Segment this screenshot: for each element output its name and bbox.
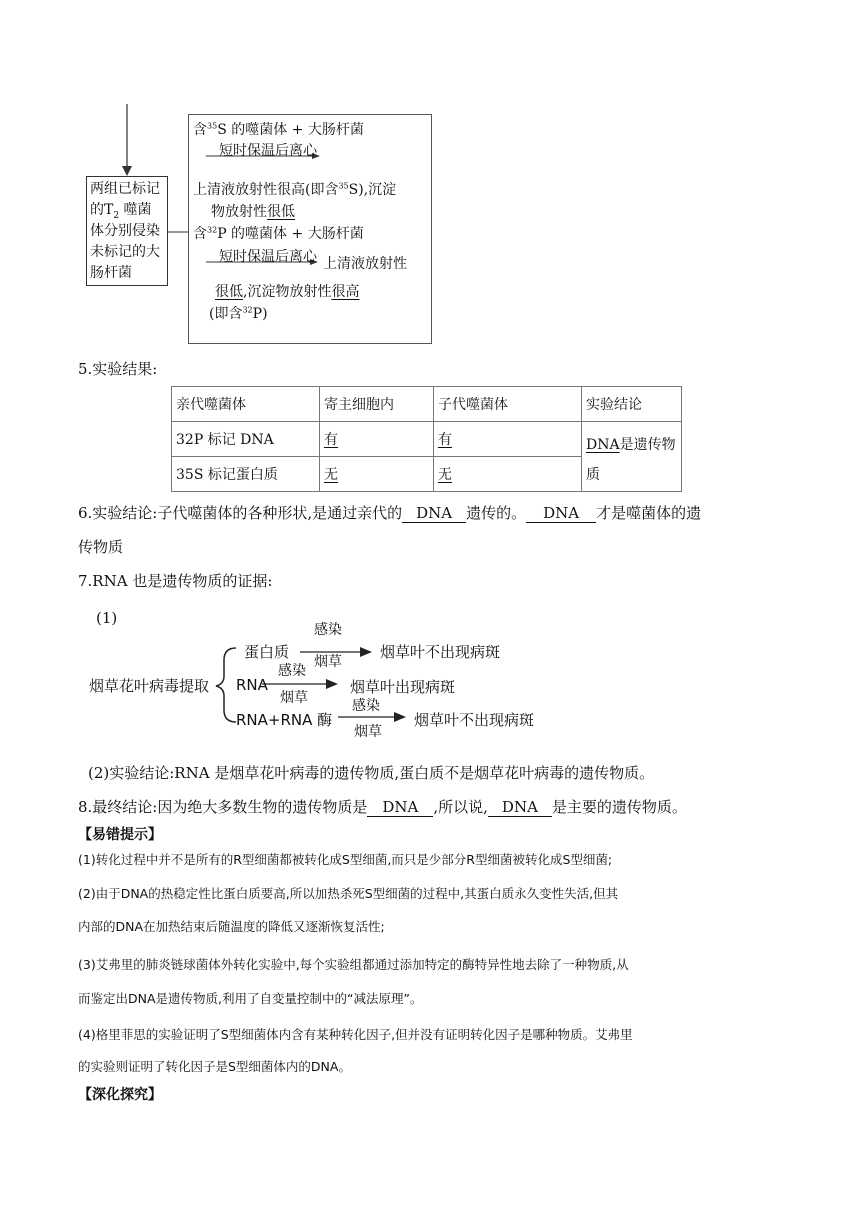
branch-top-label: 感染 [352, 698, 380, 714]
p-result-2: 很低,沉淀物放射性很高 [215, 284, 360, 300]
table-cell: 有 [434, 422, 582, 457]
tip-line: 内部的DNA在加热结束后随温度的降低又逐渐恢复活性; [78, 919, 385, 934]
tip-line: 而鉴定出DNA是遗传物质,利用了自变量控制中的“减法原理”。 [78, 991, 423, 1006]
section8-line: 8.最终结论:因为绝大多数生物的遗传物质是 DNA ,所以说, DNA 是主要的遗传物质。 [78, 798, 687, 816]
branch-name: RNA+RNA 酶 [236, 711, 333, 729]
table-header: 实验结论 [582, 387, 682, 422]
tip-line: (4)格里菲思的实验证明了S型细菌体内含有某种转化因子,但并没有证明转化因子是哪种物质。艾弗里 [78, 1027, 633, 1042]
branch-name: RNA [236, 676, 268, 694]
tip-line: (2)由于DNA的热稳定性比蛋白质要高,所以加热杀死S型细菌的过程中,其蛋白质永久变性失活,但其 [78, 886, 619, 901]
left-box-line: 的$T_2$ 噬菌 [90, 202, 152, 221]
section5-title: 5.实验结果: [78, 360, 158, 378]
left-box-line: 未标记的大 [90, 244, 160, 260]
table-cell: 有 [320, 422, 434, 457]
branch-result: 烟草叶出现病斑 [350, 678, 456, 696]
section6-line2: 传物质 [78, 538, 124, 556]
s-result-2: 物放射性很低 [211, 204, 295, 220]
branch-result: 烟草叶不出现病斑 [380, 643, 501, 661]
table-cell: 无 [434, 457, 582, 492]
results-table [171, 386, 682, 492]
branch-bottom-label: 烟草 [280, 690, 308, 706]
table-row [172, 422, 682, 457]
tmv-source: 烟草花叶病毒提取 [89, 677, 210, 695]
conclusion-cell: DNA是遗传物 质 [582, 422, 682, 492]
branch-bottom-label: 烟草 [354, 724, 382, 740]
section7-title: 7.RNA 也是遗传物质的证据: [78, 572, 273, 590]
diagram1-left-box [86, 176, 168, 286]
s-result-1: 上清液放射性很高(即含$^{35}$S),沉淀 [193, 181, 397, 198]
item2-conclusion: (2)实验结论:RNA 是烟草花叶病毒的遗传物质,蛋白质不是烟草花叶病毒的遗传物质。 [88, 764, 655, 782]
table-header-row [172, 387, 682, 422]
tip-line: 的实验则证明了转化因子是S型细菌体内的DNA。 [78, 1059, 351, 1074]
left-box-line: 体分别侵染 [90, 223, 160, 239]
arrow-label-2: 短时保温后离心 [219, 249, 317, 265]
tip-line: (3)艾弗里的肺炎链球菌体外转化实验中,每个实验组都通过添加特定的酶特异性地去除了一种物质,从 [78, 957, 629, 972]
p-line: 含$^{32}$P 的噬菌体 + 大肠杆菌 [193, 225, 364, 242]
deep-heading: 【深化探究】 [78, 1087, 162, 1103]
left-box-line: 两组已标记 [90, 181, 160, 197]
section6-line1: 6.实验结论:子代噬菌体的各种形状,是通过亲代的 DNA 遗传的。 DNA 才是噬菌体的遗 [78, 504, 702, 522]
branch-result: 烟草叶不出现病斑 [414, 711, 535, 729]
diagram1-right-box [188, 114, 432, 344]
left-box-line: 肠杆菌 [90, 265, 132, 281]
table-header: 子代噬菌体 [434, 387, 582, 422]
branch-name: 蛋白质 [244, 643, 290, 661]
tips-heading: 【易错提示】 [78, 827, 162, 843]
branch-bottom-label: 烟草 [314, 654, 342, 670]
table-header: 亲代噬菌体 [172, 387, 320, 422]
s-line: 含$^{35}$S 的噬菌体 + 大肠杆菌 [193, 121, 364, 138]
blank: DNA [367, 798, 433, 817]
item1-label: (1) [96, 609, 118, 627]
table-cell: 无 [320, 457, 434, 492]
table-header: 寄主细胞内 [320, 387, 434, 422]
table-cell: 35S 标记蛋白质 [172, 457, 320, 492]
branch-top-label: 感染 [278, 663, 306, 679]
blank: DNA [526, 504, 596, 523]
p-result-1: 上清液放射性 [323, 256, 407, 272]
tip-line: (1)转化过程中并不是所有的R型细菌都被转化成S型细菌,而只是少部分R型细菌被转化成S型细菌; [78, 852, 613, 867]
branch-top-label: 感染 [314, 622, 342, 638]
blank: DNA [402, 504, 466, 523]
table-cell: 32P 标记 DNA [172, 422, 320, 457]
blank: DNA [488, 798, 552, 817]
arrow-label-1: 短时保温后离心 [219, 143, 317, 159]
p-result-3: (即含$^{32}$P) [209, 305, 268, 322]
